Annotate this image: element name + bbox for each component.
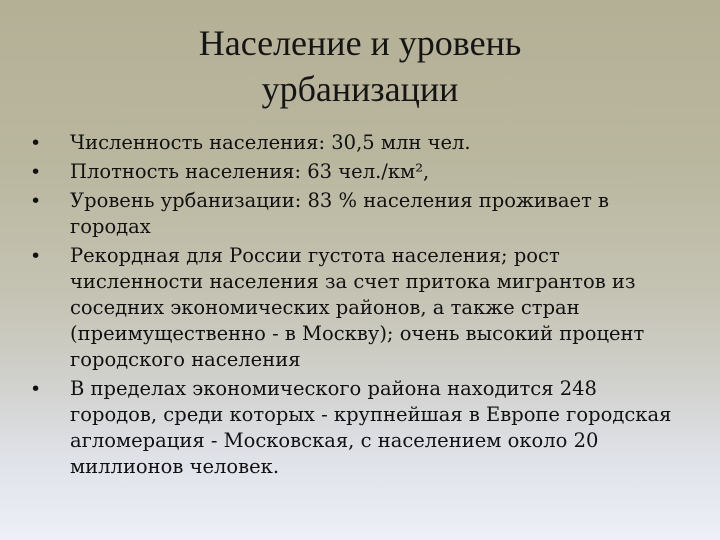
bullet-item: [30, 243, 690, 373]
bullet-text: Плотность населения: 63 чел./км²,: [70, 160, 430, 183]
bullet-item: [30, 130, 690, 156]
slide-title-line-2: урбанизации: [261, 69, 459, 109]
bullet-dot-icon: •: [30, 161, 42, 183]
bullet-text: Численность населения: 30,5 млн чел.: [70, 131, 471, 154]
slide-title-line-1: Население и уровень: [198, 23, 522, 63]
bullet-item: [30, 159, 690, 185]
bullet-text: Уровень урбанизации: 83 % населения проживает в городах: [70, 189, 610, 238]
bullet-list: [30, 130, 690, 483]
bullet-text: В пределах экономического района находится 248 городов, среди которых - крупнейшая в Европе городская агломерация - Московская, с населением около 20 миллионов человек.: [70, 377, 672, 478]
slide-title: [60, 20, 660, 112]
bullet-item: [30, 188, 690, 240]
bullet-dot-icon: •: [30, 378, 42, 400]
bullet-dot-icon: •: [30, 132, 42, 154]
bullet-dot-icon: •: [30, 190, 42, 212]
bullet-item: [30, 376, 690, 480]
bullet-text: Рекордная для России густота населения; рост численности населения за счет притока мигрантов из соседних экономических районов, а также стран (преимущественно - в Москву); очень высокий процент городского населения: [70, 244, 645, 371]
bullet-dot-icon: •: [30, 245, 42, 267]
